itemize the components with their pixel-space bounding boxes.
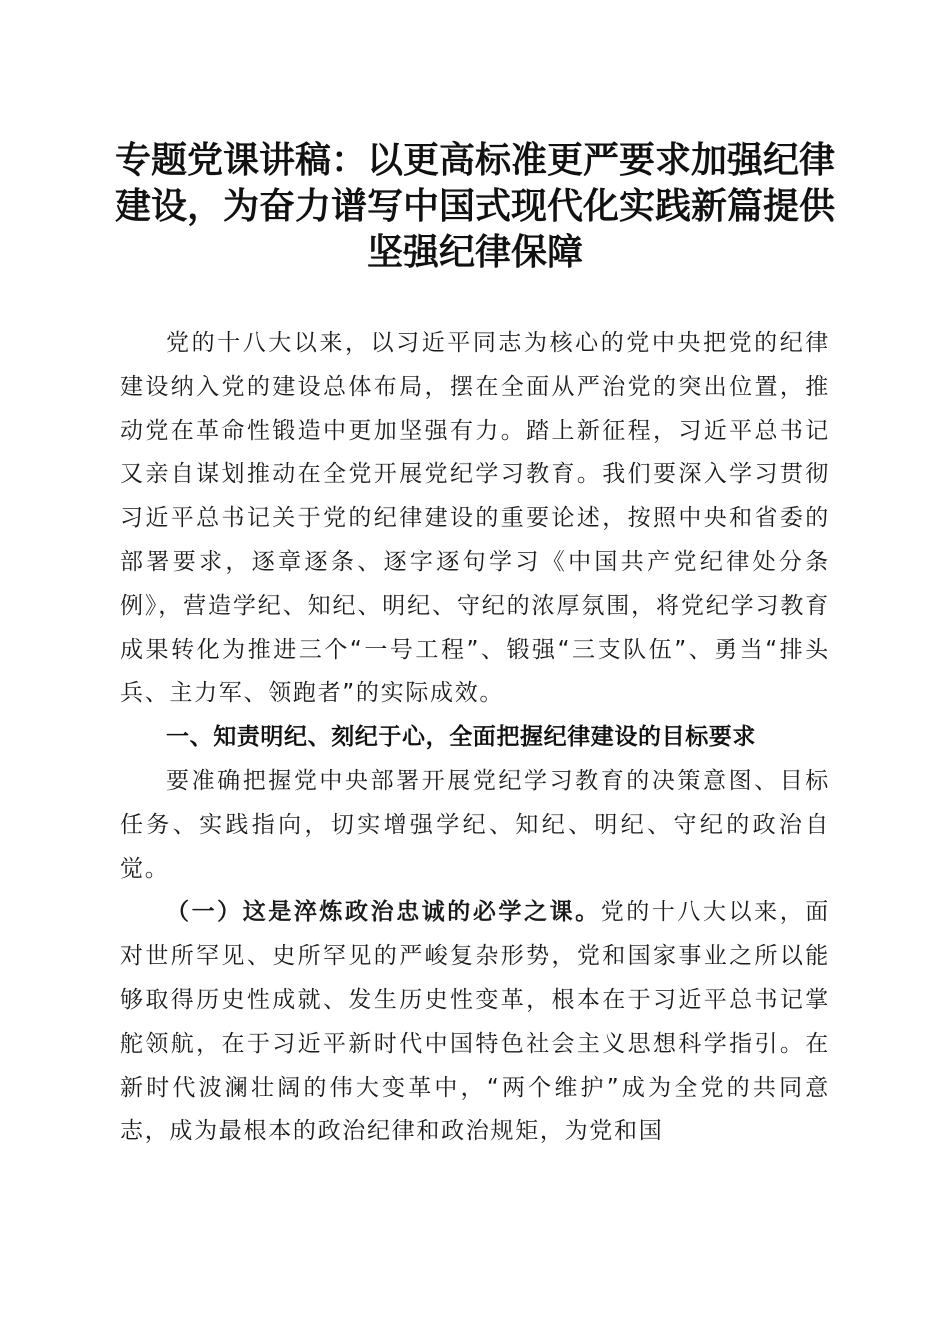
title-line-1: 专题党课讲稿：以更高标准更严要求加强纪律	[114, 139, 835, 181]
intro-paragraph: 党的十八大以来，以习近平同志为核心的党中央把党的纪律建设纳入党的建设总体布局，摆在全面从严治党的突出位置，推动党在革命性锻造中更加坚强有力。踏上新征程，习近平总书记又亲自谋划推动在全党开展党纪学习教育。我们要深入学习贯彻习近平总书记关于党的纪律建设的重要论述，按照中央和省委的部署要求，逐章逐条、逐字逐句学习《中国共产党纪律处分条例》，营造学纪、知纪、明纪、守纪的浓厚氛围，将党纪学习教育成果转化为推进三个“一号工程”、锻强“三支队伍”、勇当“排头兵、主力军、领跑者”的实际成效。	[120, 330, 830, 707]
title-line-2: 建设，为奋力谱写中国式现代化实践新篇提供	[114, 185, 835, 227]
document-title	[100, 137, 850, 275]
title-line-3: 坚强纪律保障	[366, 231, 583, 273]
subsection-1-text: 党的十八大以来，面对世所罕见、史所罕见的严峻复杂形势，党和国家事业之所以能够取得历史性成就、发生历史性变革，根本在于习近平总书记掌舵领航，在于习近平新时代中国特色社会主义思想科学指引。在新时代波澜壮阔的伟大变革中，“两个维护”成为全党的共同意志，成为最根本的政治纪律和政治规矩，为党和国	[120, 899, 830, 1145]
section-1-paragraph: 要准确把握党中央部署开展党纪学习教育的决策意图、目标任务、实践指向，切实增强学纪、知纪、明纪、守纪的政治自觉。	[120, 767, 830, 882]
section-heading-1: 一、知责明纪、刻纪于心，全面把握纪律建设的目标要求	[166, 724, 756, 751]
subsection-1-lead: （一）这是淬炼政治忠诚的必学之课。	[166, 899, 601, 926]
document-body	[120, 322, 830, 1154]
subsection-1-paragraph	[120, 891, 830, 1154]
